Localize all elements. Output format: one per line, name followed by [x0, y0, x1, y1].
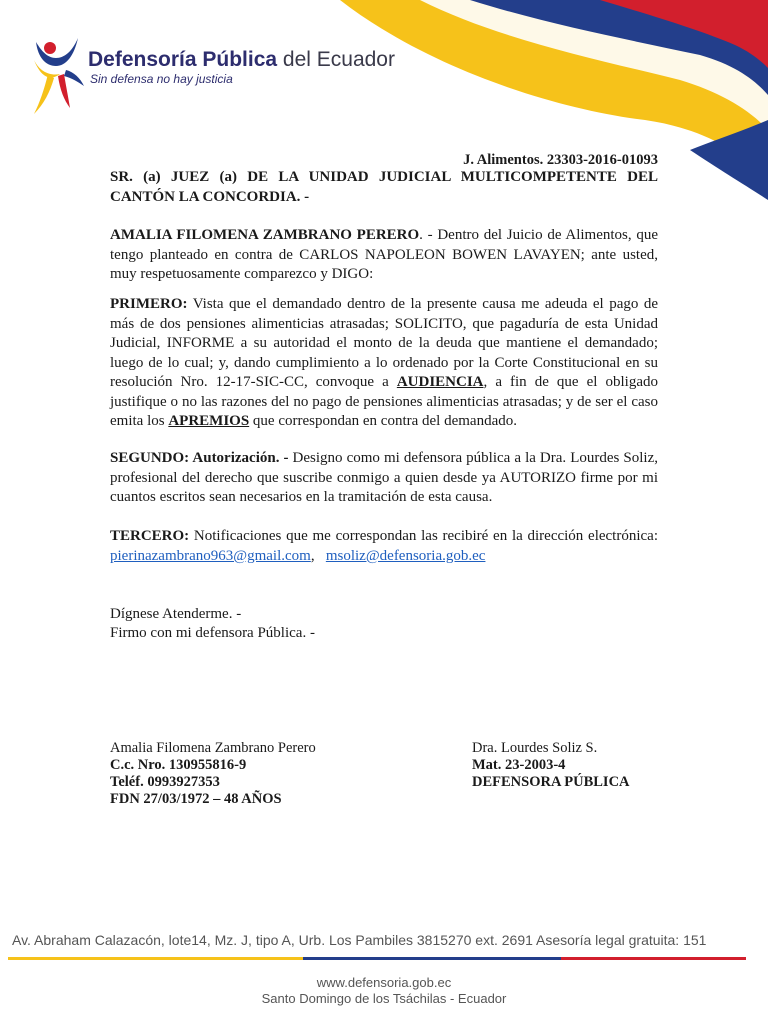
closing-line-1: Dígnese Atenderme. - — [110, 606, 242, 622]
petitioner-signature-name: Amalia Filomena Zambrano Perero — [110, 740, 316, 756]
petitioner-id: C.c. Nro. 130955816-9 — [110, 757, 247, 773]
organization-slogan: Sin defensa no hay justicia — [90, 72, 233, 86]
petitioner-phone: Teléf. 0993927353 — [110, 774, 220, 790]
org-name-rest: del Ecuador — [277, 48, 395, 71]
addressee: SR. (a) JUEZ (a) DE LA UNIDAD JUDICIAL MULTICOMPETENTE DEL CANTÓN LA CONCORDIA. - — [110, 169, 658, 205]
org-name-bold: Defensoría Pública — [88, 48, 278, 71]
petitioner-dob: FDN 27/03/1972 – 48 AÑOS — [110, 791, 282, 807]
primero-text-3: que correspondan en contra del demandado. — [249, 413, 517, 429]
defender-name: Dra. Lourdes Soliz S. — [472, 740, 598, 756]
email-separator: , — [310, 547, 326, 564]
segundo-label: SEGUNDO: Autorización. - — [110, 450, 289, 466]
stripe-red — [561, 957, 746, 960]
apremios-keyword: APREMIOS — [168, 413, 250, 429]
tercero-paragraph — [110, 527, 658, 566]
stripe-yellow — [8, 957, 303, 960]
tercero-label: TERCERO: — [110, 528, 190, 544]
footer-address: Av. Abraham Calazacón, lote14, Mz. J, tipo A, Urb. Los Pambiles 3815270 ext. 2691 Asesoría legal gratuita: 151 — [12, 932, 707, 948]
primero-label: PRIMERO: — [110, 296, 188, 312]
logo-figure-icon — [30, 30, 86, 120]
footer-web-block — [0, 975, 768, 1007]
intro-paragraph — [110, 226, 658, 285]
segundo-paragraph — [110, 449, 658, 508]
footer-color-stripe — [8, 957, 746, 963]
email-link-2[interactable]: msoliz@defensoria.gob.ec — [325, 547, 486, 564]
stripe-blue — [303, 957, 561, 960]
footer-website: www.defensoria.gob.ec — [316, 975, 452, 990]
tercero-text: Notificaciones que me correspondan las recibiré en la dirección electrónica: — [189, 528, 658, 544]
email-link-1[interactable]: pierinazambrano963@gmail.com — [110, 547, 311, 564]
intro-text: . - Dentro del Juicio de Alimentos, que tengo planteado en contra de CARLOS NAPOLEON BOWEN LAVAYEN; ante usted, muy respetuosamente comparezco y DIGO: — [110, 227, 658, 282]
footer-location: Santo Domingo de los Tsáchilas - Ecuador — [261, 991, 507, 1006]
organization-logo — [30, 30, 395, 120]
defender-registration: Mat. 23-2003-4 — [472, 757, 566, 773]
signature-defender — [472, 740, 630, 791]
defender-role: DEFENSORA PÚBLICA — [472, 774, 630, 790]
closing-line-2: Firmo con mi defensora Pública. - — [110, 625, 315, 641]
primero-text-2: , a fin de que el obligado justifique o no las razones del no pago de pensiones alimenticias atrasadas; y de ser el caso emita los — [110, 374, 658, 429]
primero-paragraph — [110, 295, 658, 432]
signature-petitioner — [110, 740, 316, 808]
case-reference: J. Alimentos. 23303-2016-01093 — [463, 152, 658, 168]
petitioner-name: AMALIA FILOMENA ZAMBRANO PERERO — [110, 227, 420, 243]
organization-name — [88, 48, 395, 72]
primero-text-1: Vista que el demandado dentro de la presente causa me adeuda el pago de más de dos pensiones alimenticias atrasadas; SOLICITO, que pagaduría de esta Unidad Judicial, INFORME a su autoridad el monto de la deuda que mantiene el demandado; luego de lo cual; y, dando cumplimiento a lo ordenado por la Corte Constitucional en su resolución Nro. 12-17-SIC-CC, convoque a — [110, 296, 658, 390]
segundo-text: Designo como mi defensora pública a la Dra. Lourdes Soliz, profesional del derecho que suscribe conmigo a quien desde ya AUTORIZO firme por mi cuantos escritos sean necesarios en la tramitación de esta causa. — [110, 450, 658, 505]
audiencia-keyword: AUDIENCIA — [396, 374, 484, 390]
